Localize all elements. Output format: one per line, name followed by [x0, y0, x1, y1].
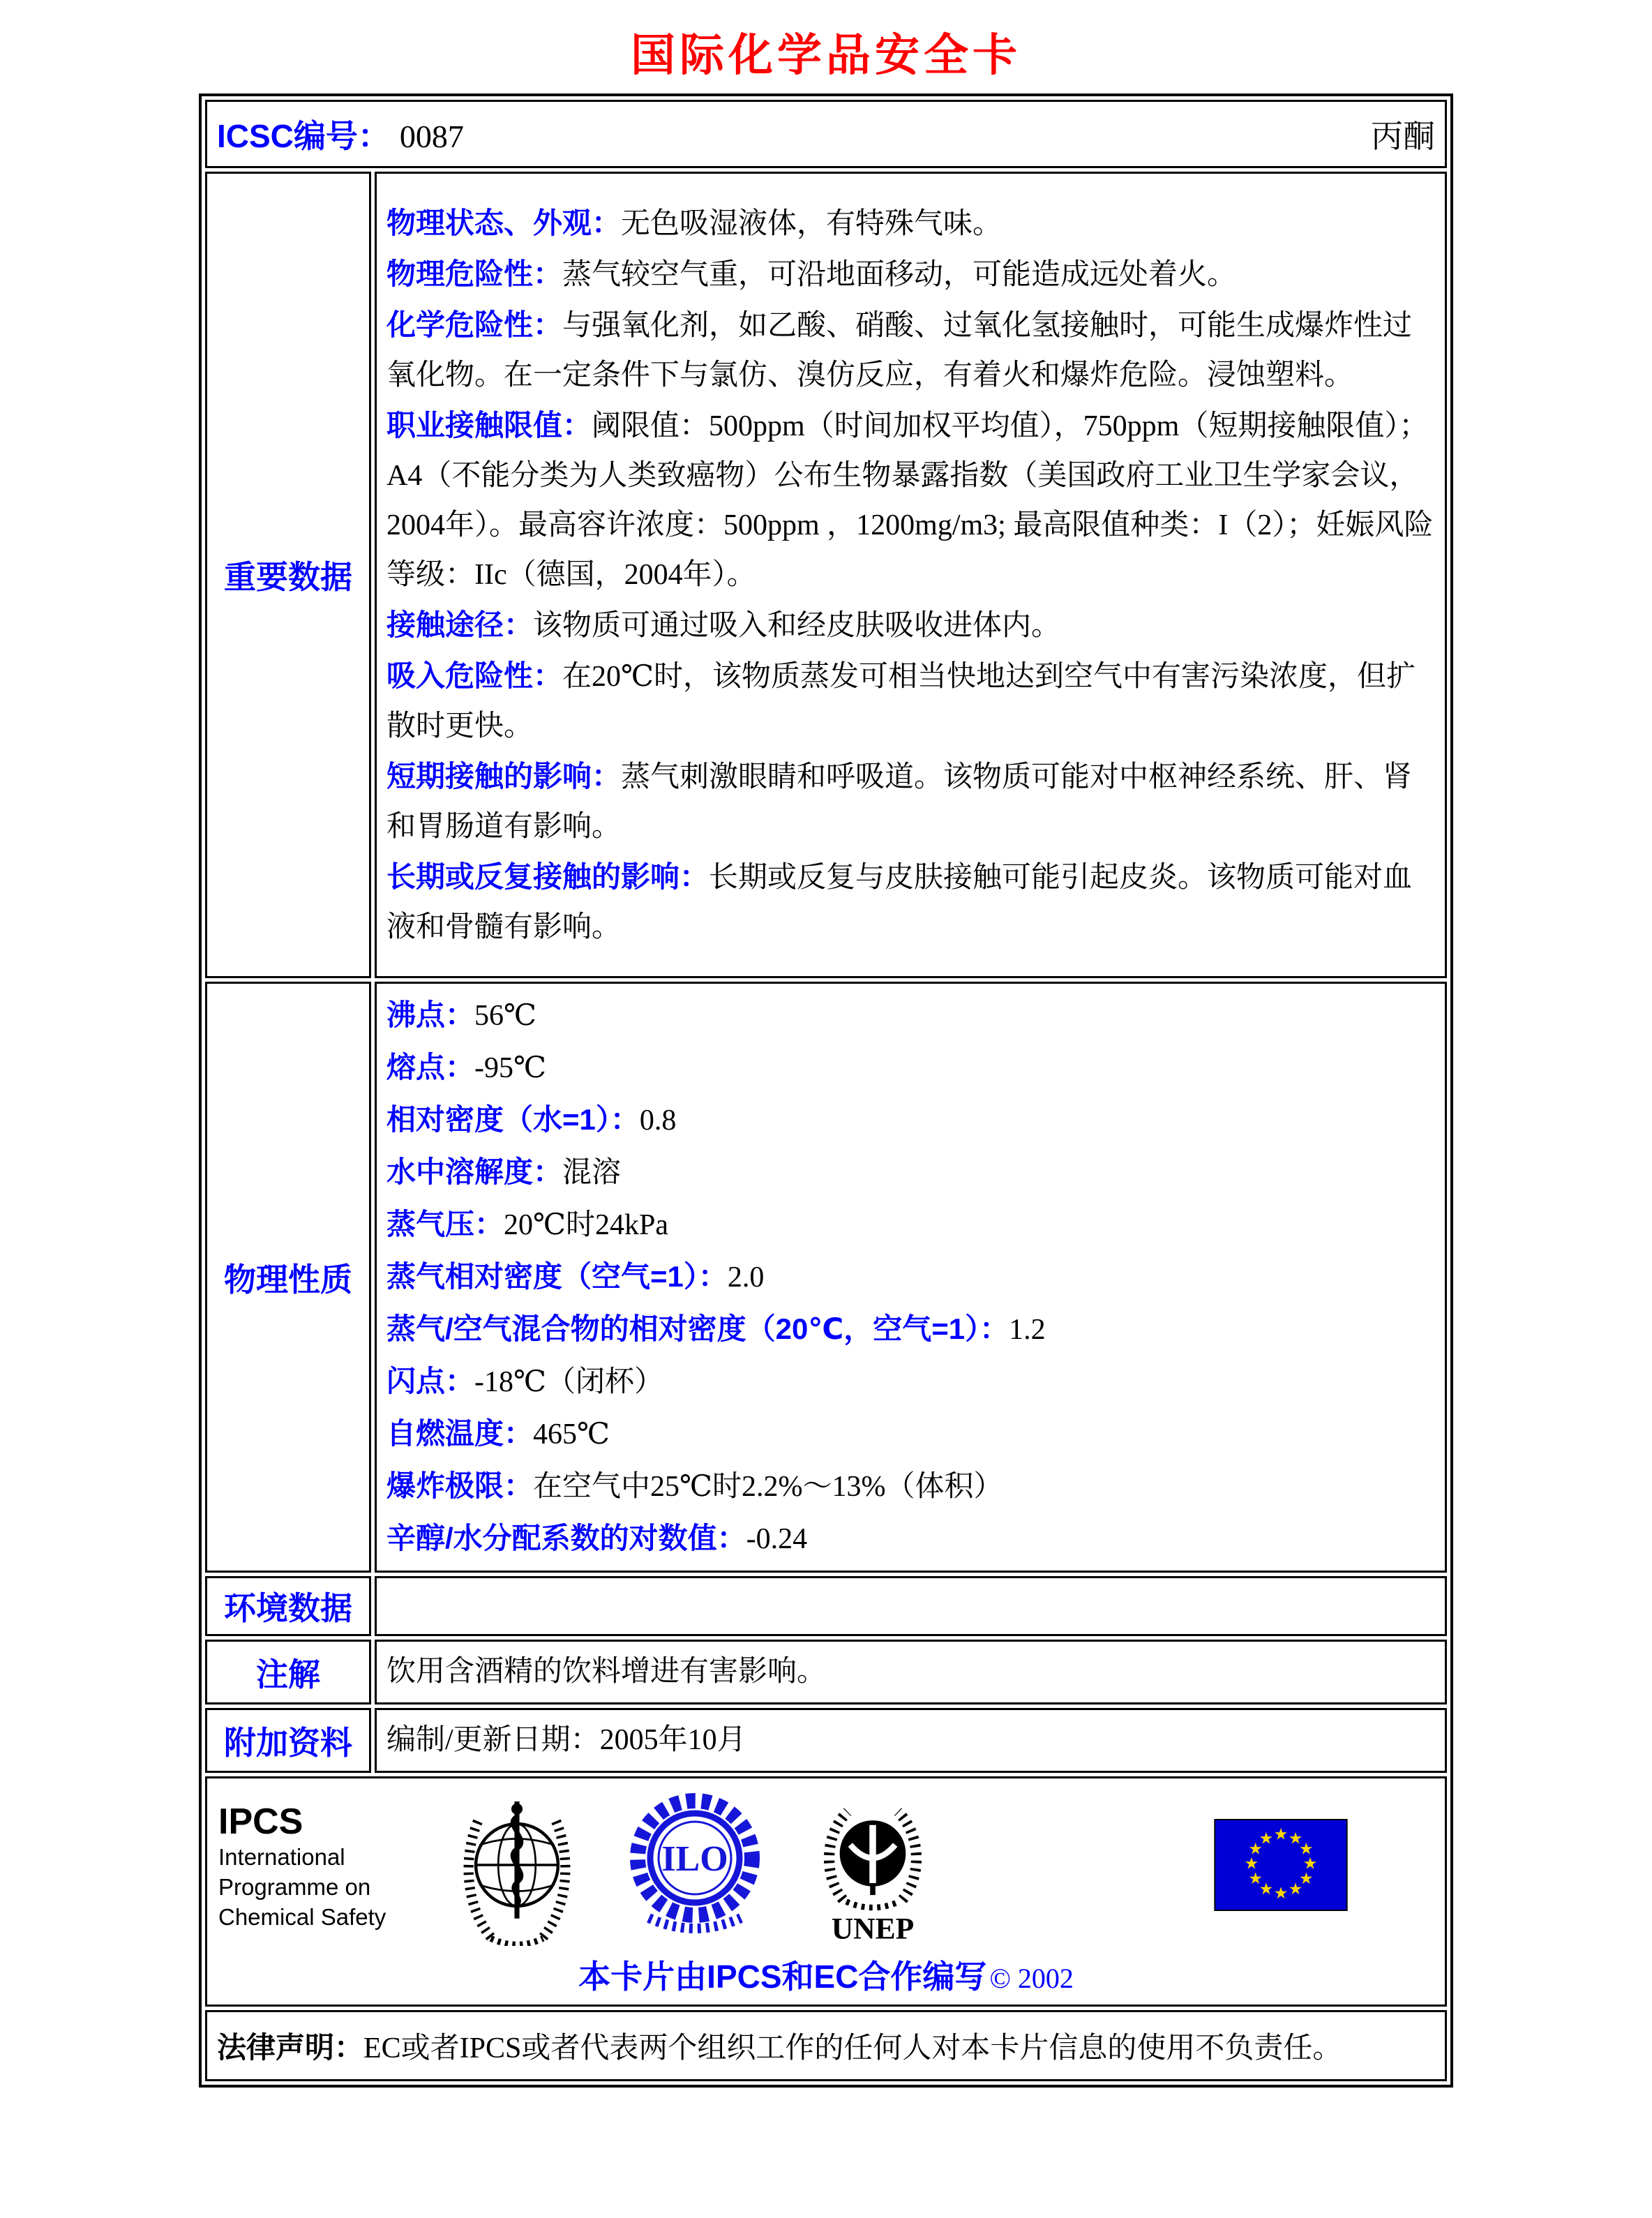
prop-value: 2.0	[727, 1261, 765, 1294]
physical-properties-content	[375, 982, 1447, 1573]
item-text: 该物质可通过吸入和经皮肤吸收进体内。	[533, 609, 1061, 642]
additional-info-row	[205, 1708, 1447, 1773]
prop-label: 熔点：	[386, 1051, 475, 1084]
item-label: 化学危险性：	[386, 308, 563, 341]
environmental-data-content	[375, 1576, 1447, 1636]
ipcs-subtitle-line: Chemical Safety	[218, 1903, 386, 1930]
prop-label: 蒸气压：	[386, 1208, 504, 1241]
prop-vapor-air-density	[386, 1303, 1435, 1356]
page-title: 国际化学品安全卡	[631, 31, 1021, 80]
icsc-card-table	[199, 93, 1453, 2088]
prop-octanol-water	[386, 1513, 1435, 1565]
credit-row	[218, 1951, 1434, 1998]
chemical-name: 丙酮	[1371, 119, 1435, 154]
svg-text:★: ★	[1298, 1869, 1314, 1888]
header-cell	[205, 100, 1447, 168]
eu-flag-slot	[1192, 1819, 1369, 1914]
ipcs-subtitle-line: International	[218, 1843, 345, 1870]
svg-text:★: ★	[1247, 1869, 1263, 1888]
prop-explosive-limits	[386, 1460, 1435, 1513]
ipcs-subtitle-line: Programme on	[218, 1873, 371, 1900]
prop-label: 闪点：	[386, 1365, 475, 1398]
additional-info-text: 编制/更新日期：2005年10月	[386, 1724, 746, 1756]
svg-text:★: ★	[1288, 1880, 1302, 1898]
legal-cell	[205, 2010, 1447, 2081]
important-data-content	[375, 172, 1447, 978]
item-label: 接触途径：	[386, 608, 534, 641]
prop-relative-density	[386, 1094, 1435, 1146]
prop-melting-point	[386, 1042, 1435, 1094]
ilo-logo-slot	[606, 1788, 783, 1945]
item-label: 物理状态、外观：	[386, 206, 622, 239]
unep-logo-text: UNEP	[831, 1912, 914, 1946]
credit-text: 本卡片由IPCS和EC合作编写	[578, 1958, 987, 1995]
footer-cell	[205, 1776, 1447, 2007]
important-data-row	[205, 172, 1447, 978]
prop-label: 相对密度（水=1）：	[386, 1103, 640, 1136]
svg-text:★: ★	[1298, 1840, 1314, 1859]
svg-text:★: ★	[1244, 1854, 1259, 1873]
item-physical-state	[386, 198, 1435, 249]
section-label-physical-properties: 物理性质	[205, 982, 371, 1573]
ipcs-title: IPCS	[218, 1801, 303, 1842]
svg-text:★: ★	[1259, 1880, 1273, 1898]
footer-row	[205, 1776, 1447, 2007]
prop-water-solubility	[386, 1146, 1435, 1199]
who-logo-slot	[428, 1784, 606, 1949]
legal-text: EC或者IPCS或者代表两个组织工作的任何人对本卡片信息的使用不负责任。	[363, 2032, 1342, 2065]
item-text: 阈限值：500ppm（时间加权平均值），750ppm（短期接触限值）；A4（不能分类为人类致癌物）公布生物暴露指数（美国政府工业卫生学家会议，2004年）。最高容许浓度：500ppm ，1200mg/m3; 最高限值种类：I（2）；妊娠风险等级：IIc（德国，2004年）。	[386, 410, 1434, 591]
item-physical-danger	[386, 249, 1435, 300]
ilo-logo-text: ILO	[661, 1838, 728, 1879]
prop-value: 混溶	[562, 1157, 622, 1189]
prop-vapor-density	[386, 1251, 1435, 1303]
icsc-number-label: ICSC编号：	[217, 118, 390, 154]
environmental-data-row	[205, 1576, 1447, 1636]
prop-autoignition-temp	[386, 1408, 1435, 1460]
prop-label: 水中溶解度：	[386, 1155, 563, 1188]
eu-flag-icon	[1214, 1819, 1348, 1914]
item-text: 长期或反复与皮肤接触可能引起皮炎。该物质可能对血液和骨髓有影响。	[386, 861, 1413, 943]
ipcs-text-block	[218, 1801, 428, 1932]
prop-label: 蒸气/空气混合物的相对密度（20℃，空气=1）：	[386, 1312, 1009, 1345]
section-label-notes: 注解	[205, 1640, 371, 1704]
svg-text:★: ★	[1259, 1829, 1273, 1848]
prop-label: 辛醇/水分配系数的对数值：	[386, 1522, 746, 1554]
item-label: 短期接触的影响：	[386, 759, 622, 793]
svg-text:★: ★	[1302, 1854, 1317, 1873]
unep-logo-icon	[806, 1784, 939, 1949]
prop-flash-point	[386, 1356, 1435, 1408]
item-label: 职业接触限值：	[386, 408, 592, 442]
item-text: 与强氧化剂，如乙酸、硝酸、过氧化氢接触时，可能生成爆炸性过氧化物。在一定条件下与氯仿、溴仿反应，有着火和爆炸危险。浸蚀塑料。	[386, 309, 1413, 391]
svg-text:★: ★	[1288, 1829, 1302, 1848]
item-text: 在20℃时，该物质蒸发可相当快地达到空气中有害污染浓度，但扩散时更快。	[386, 660, 1416, 742]
legal-label: 法律声明：	[217, 2031, 364, 2064]
section-label-important-data: 重要数据	[205, 172, 371, 978]
item-chemical-danger	[386, 300, 1435, 400]
copyright-text: © 2002	[989, 1963, 1074, 1994]
prop-value: 0.8	[639, 1104, 677, 1137]
logo-row	[218, 1785, 1434, 1947]
prop-boiling-point	[386, 989, 1435, 1042]
prop-value: -95℃	[474, 1052, 546, 1084]
prop-value: 在空气中25℃时2.2%～13%（体积）	[533, 1471, 1003, 1503]
prop-value: 56℃	[474, 1000, 536, 1032]
notes-row	[205, 1640, 1447, 1704]
prop-value: -18℃（闭杯）	[474, 1366, 663, 1398]
prop-vapor-pressure	[386, 1199, 1435, 1251]
header-row	[205, 100, 1447, 168]
item-label: 长期或反复接触的影响：	[386, 860, 709, 893]
who-logo-icon	[451, 1784, 583, 1949]
item-text: 蒸气刺激眼睛和呼吸道。该物质可能对中枢神经系统、肝、肾和胃肠道有影响。	[386, 760, 1413, 843]
prop-label: 爆炸极限：	[386, 1469, 534, 1502]
icsc-number-value: 0087	[399, 119, 464, 154]
prop-value: 465℃	[533, 1418, 610, 1451]
section-label-environmental-data: 环境数据	[205, 1576, 371, 1636]
prop-value: 1.2	[1009, 1314, 1046, 1346]
item-exposure-routes	[386, 600, 1435, 651]
svg-text:★: ★	[1273, 1884, 1288, 1903]
item-label: 物理危险性：	[386, 257, 563, 290]
item-inhalation-risk	[386, 651, 1435, 751]
legal-row	[205, 2010, 1447, 2081]
item-label: 吸入危险性：	[386, 659, 563, 692]
item-short-term-effects	[386, 751, 1435, 852]
notes-content	[375, 1640, 1447, 1704]
item-long-term-effects	[386, 852, 1435, 952]
unep-logo-slot	[783, 1784, 961, 1949]
icsc-number-group	[217, 111, 464, 157]
svg-text:★: ★	[1273, 1825, 1288, 1844]
notes-text: 饮用含酒精的饮料增进有害影响。	[386, 1656, 827, 1688]
item-text: 无色吸湿液体，有特殊气味。	[621, 207, 1003, 240]
prop-label: 沸点：	[386, 998, 475, 1031]
prop-value: 20℃时24kPa	[504, 1209, 668, 1241]
prop-value: -0.24	[746, 1523, 808, 1555]
item-occupational-limits	[386, 400, 1435, 600]
item-text: 蒸气较空气重，可沿地面移动，可能造成远处着火。	[562, 258, 1237, 291]
prop-label: 蒸气相对密度（空气=1）：	[386, 1260, 728, 1293]
ilo-logo-icon	[625, 1788, 765, 1945]
additional-info-content	[375, 1708, 1447, 1773]
section-label-additional-info: 附加资料	[205, 1708, 371, 1773]
physical-properties-row	[205, 982, 1447, 1573]
prop-label: 自燃温度：	[386, 1417, 534, 1450]
svg-text:★: ★	[1247, 1840, 1263, 1859]
